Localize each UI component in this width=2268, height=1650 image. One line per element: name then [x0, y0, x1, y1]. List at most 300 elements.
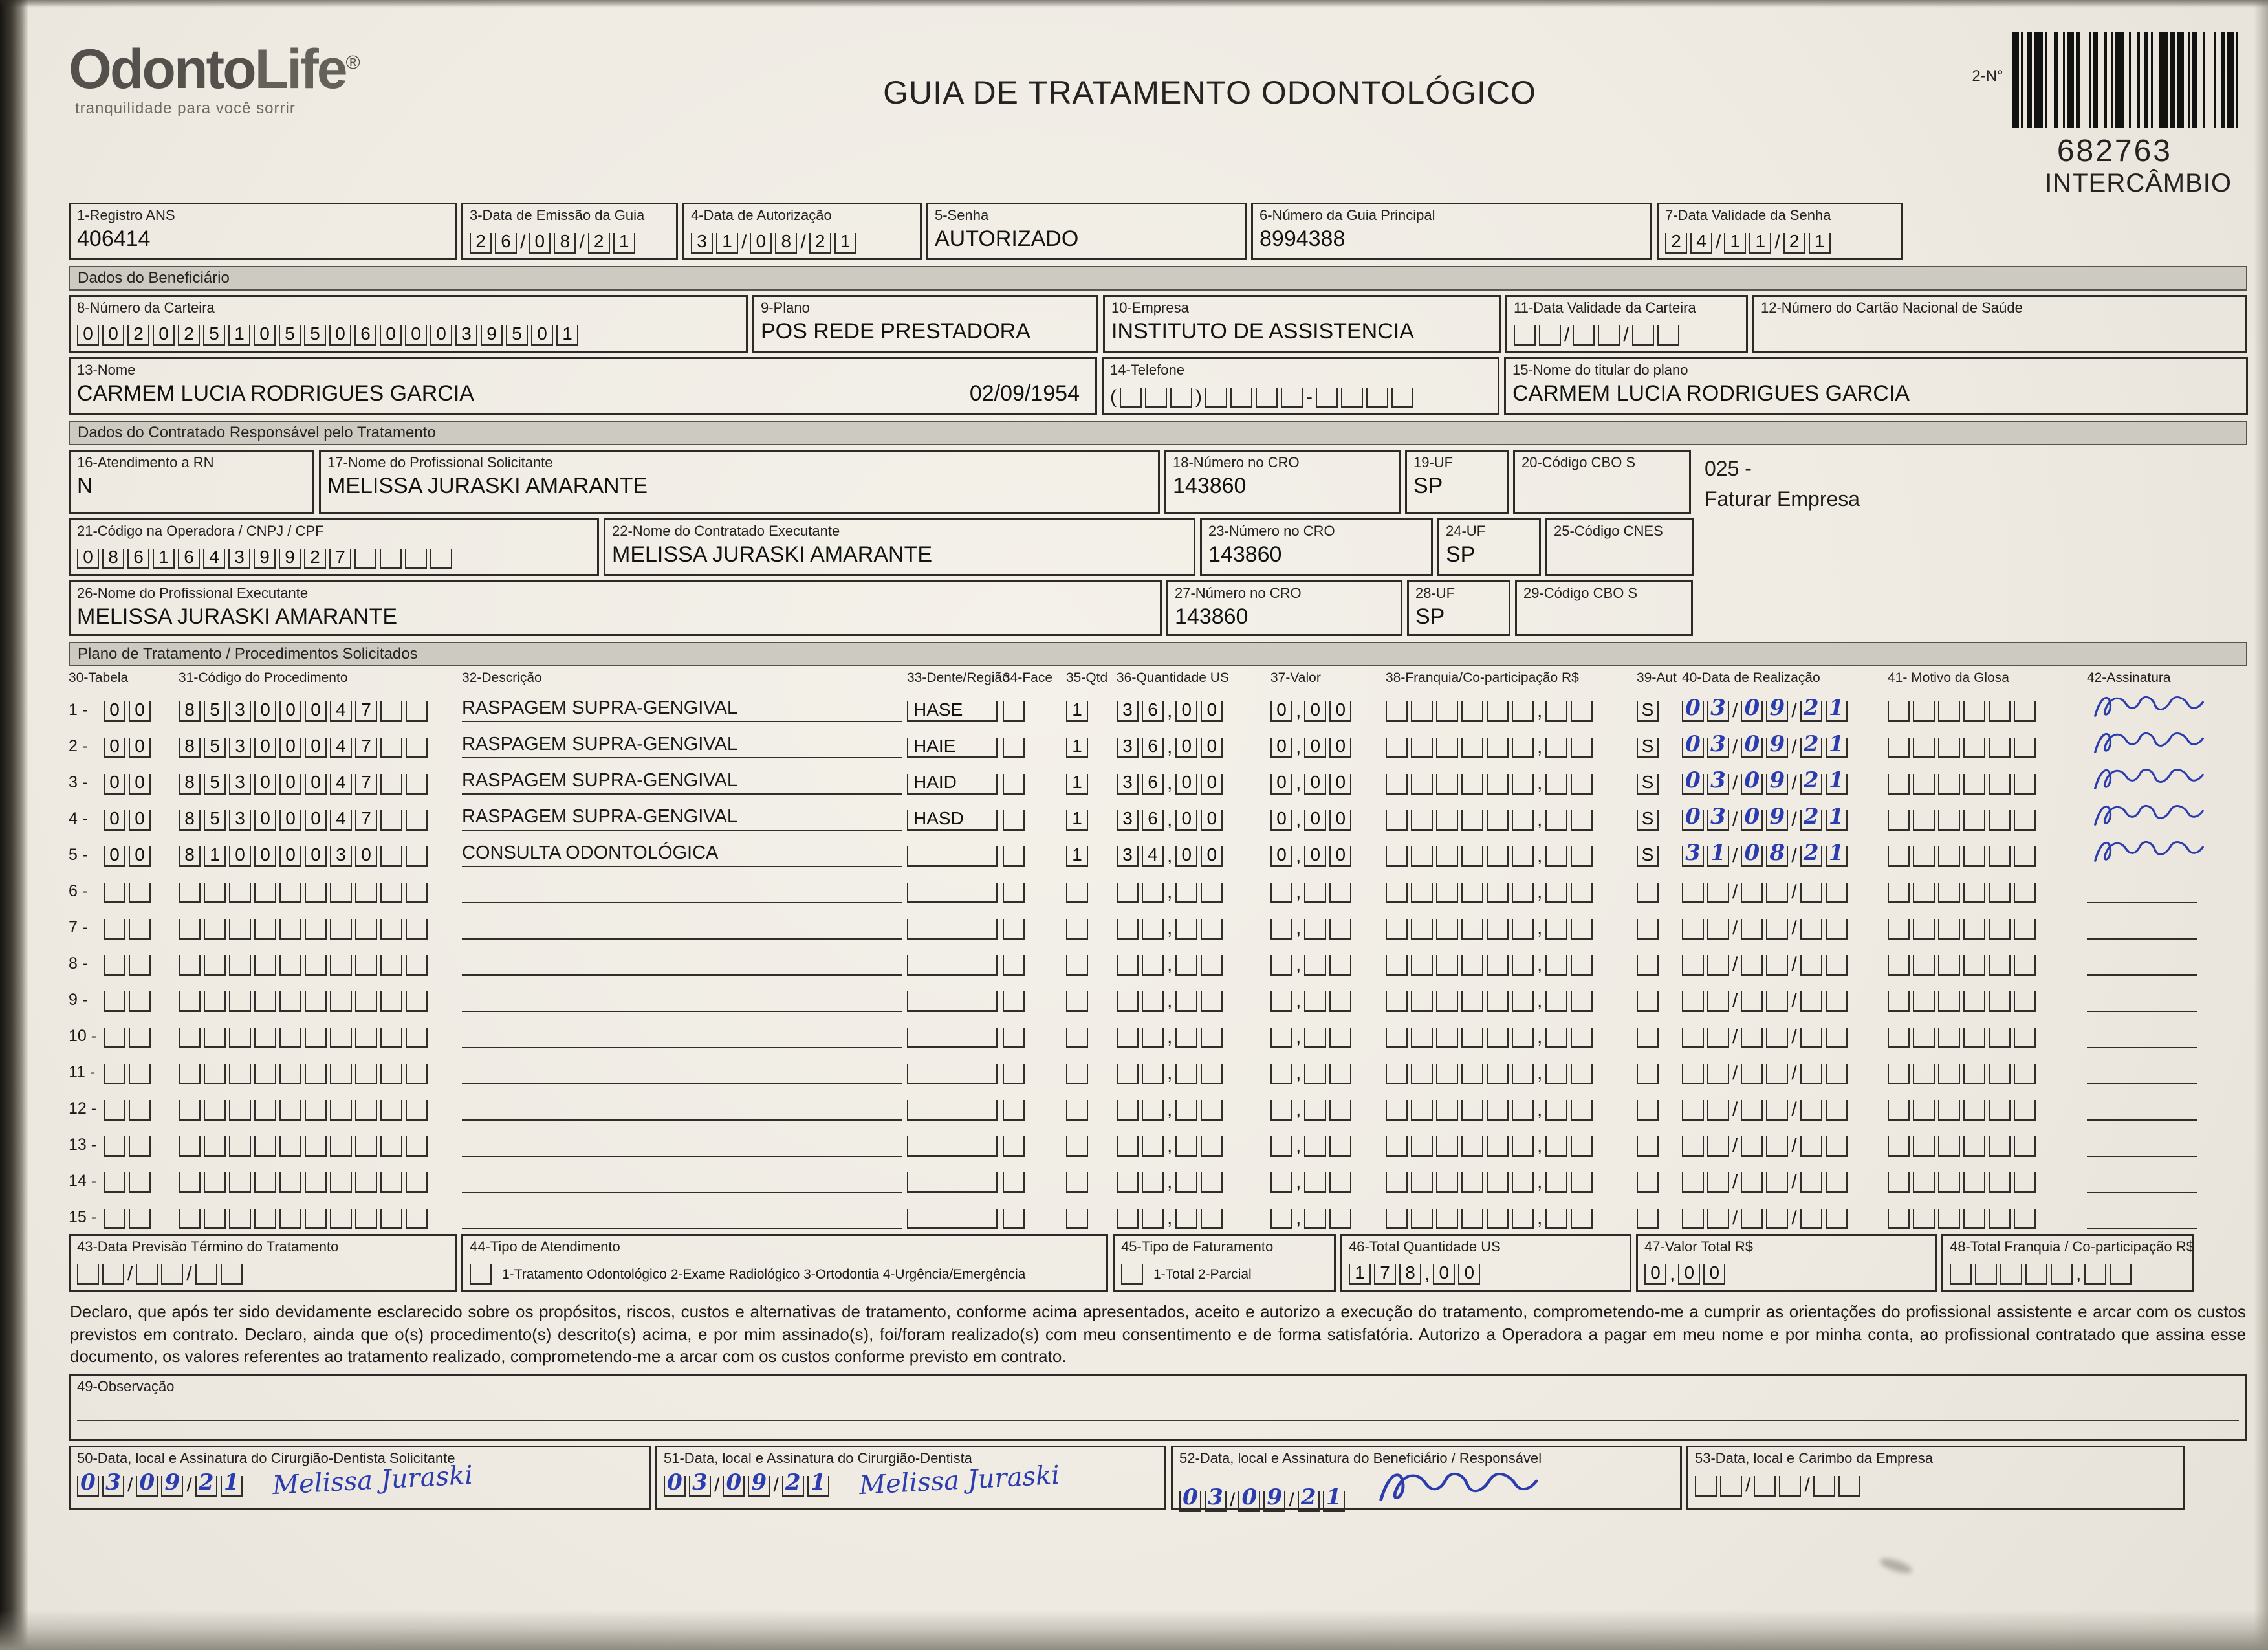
- comb-separator: ,: [1537, 1207, 1543, 1229]
- data-realizacao-comb: [1682, 914, 1848, 940]
- comb-cell: [1487, 1064, 1509, 1084]
- comb-cell: [305, 1209, 327, 1229]
- field-validade-carteira: [1505, 295, 1748, 353]
- field-label: 9-Plano: [761, 300, 810, 316]
- field-label: 23-Número no CRO: [1208, 523, 1335, 540]
- comb-cell: 4: [1690, 233, 1712, 254]
- face-cell: [1003, 1209, 1025, 1229]
- comb-cell: [254, 883, 276, 903]
- comb-cell: [355, 1209, 377, 1229]
- registered-mark: ®: [345, 52, 358, 74]
- field-guia-principal: [1251, 203, 1652, 260]
- row-number: 14 -: [69, 1172, 97, 1191]
- totals-row: [69, 1234, 2247, 1292]
- comb-cell: 3: [691, 233, 713, 254]
- qtd-comb: [1066, 950, 1088, 976]
- barcode-bar: [2080, 32, 2089, 128]
- scan-edge-bottom: [0, 1610, 2268, 1650]
- comb-cell: [279, 1100, 301, 1121]
- comb-cell: [129, 1064, 151, 1084]
- procedure-row-5: [69, 831, 2247, 867]
- comb-cell: [1682, 955, 1704, 976]
- comb-cell: [179, 1064, 201, 1084]
- valor-comb: [1270, 1204, 1351, 1229]
- comb-cell: [1411, 1064, 1433, 1084]
- field-label: 53-Data, local e Carimbo da Empresa: [1695, 1450, 1934, 1467]
- field-label: 43-Data Previsão Término do Tratamento: [77, 1238, 339, 1255]
- dente-regiao-cell: HASE: [907, 701, 998, 722]
- comb-cell: [1707, 1172, 1729, 1193]
- comb-separator: ,: [1167, 700, 1173, 722]
- valor-comb: [1270, 732, 1351, 758]
- comb-cell: [1436, 774, 1458, 795]
- field-tipo-atendimento: [461, 1234, 1108, 1292]
- comb-cell: [1304, 955, 1326, 976]
- comb-separator: /: [520, 232, 526, 254]
- comb-separator: ,: [1296, 1135, 1302, 1157]
- comb-cell: [1386, 1100, 1408, 1121]
- face-cell: [1003, 1028, 1025, 1048]
- comb-cell: [1707, 1209, 1729, 1229]
- comb-cell: [104, 1028, 125, 1048]
- comb-cell: 0: [1304, 774, 1326, 795]
- quantidade-us-comb: [1117, 1131, 1223, 1157]
- comb-cell: [380, 883, 402, 903]
- field-cbo-executante: [1515, 580, 1693, 636]
- comb-separator: /: [127, 1263, 133, 1285]
- comb-separator: ,: [1296, 990, 1302, 1012]
- codigo-operadora-comb: [77, 544, 591, 569]
- comb-cell: 7: [355, 774, 377, 795]
- comb-cell: [406, 991, 428, 1012]
- comb-cell: [1571, 1100, 1593, 1121]
- comb-separator: /: [1732, 881, 1738, 903]
- comb-cell: [1545, 955, 1567, 976]
- comb-cell: 1: [1349, 1264, 1371, 1285]
- comb-cell: [1411, 1028, 1433, 1048]
- comb-cell: 7: [355, 738, 377, 758]
- comb-cell: 0: [1201, 774, 1223, 795]
- comb-cell: 0: [1201, 738, 1223, 758]
- comb-cell: 0: [1304, 846, 1326, 867]
- quantidade-us-comb: [1117, 877, 1223, 903]
- field-value: 143860: [1208, 542, 1282, 567]
- comb-cell: [1066, 1209, 1088, 1229]
- field-label: 28-UF: [1415, 585, 1456, 602]
- comb-cell: [1329, 1172, 1351, 1193]
- comb-cell: [1545, 738, 1567, 758]
- quantidade-us-comb: [1117, 1022, 1223, 1048]
- comb-cell: [1539, 325, 1561, 346]
- comb-cell: [229, 1136, 251, 1157]
- comb-cell: 0: [1304, 810, 1326, 831]
- comb-cell: 8: [179, 701, 201, 722]
- comb-cell: [1766, 955, 1788, 976]
- barcode-bar: [2131, 32, 2137, 128]
- qtd-comb: [1066, 732, 1088, 758]
- comb-cell: [1707, 991, 1729, 1012]
- comb-separator: /: [1732, 700, 1738, 722]
- comb-cell: [1304, 1172, 1326, 1193]
- descricao-procedimento: RASPAGEM SUPRA-GENGIVAL: [462, 698, 902, 722]
- row-number: 2 -: [69, 737, 88, 756]
- procedure-row-13: [69, 1121, 2247, 1157]
- motivo-glosa-comb: [1888, 1167, 2036, 1193]
- field-contratado-executante: [604, 518, 1195, 576]
- comb-cell: [1512, 883, 1534, 903]
- comb-cell: [1657, 325, 1679, 346]
- comb-cell: 8: [179, 846, 201, 867]
- comb-cell: [406, 738, 428, 758]
- comb-cell: [1386, 846, 1408, 867]
- data-realizacao-comb: [1682, 986, 1848, 1012]
- comb-cell: [136, 1264, 158, 1285]
- scan-smudge: [1879, 1556, 1914, 1576]
- observacao-rule-line: [77, 1394, 2239, 1421]
- validade-senha-comb: [1665, 228, 1894, 254]
- comb-cell: [380, 549, 402, 569]
- field-label: 51-Data, local e Assinatura do Cirurgião-Dentista: [664, 1450, 972, 1467]
- comb-cell: [1142, 1028, 1164, 1048]
- comb-cell: [1545, 919, 1567, 940]
- procedure-row-4: [69, 795, 2247, 831]
- comb-cell: [1913, 955, 1935, 976]
- qtd-comb: [1066, 1095, 1088, 1121]
- comb-cell: [1512, 1172, 1534, 1193]
- field-telefone: [1102, 357, 1499, 415]
- validade-carteira-comb: [1514, 320, 1739, 346]
- descricao-procedimento: [462, 879, 902, 903]
- comb-cell: [104, 955, 125, 976]
- comb-cell: [355, 1172, 377, 1193]
- logo-part-odonto: Odonto: [69, 38, 255, 100]
- comb-cell: 0: [1703, 1264, 1725, 1285]
- comb-cell: [104, 1172, 125, 1193]
- comb-cell: [279, 1028, 301, 1048]
- comb-cell: [1329, 1028, 1351, 1048]
- comb-cell: [1938, 846, 1960, 867]
- comb-cell: 3: [102, 1476, 124, 1497]
- codigo-procedimento-comb: [179, 914, 428, 940]
- procedures-column-header: 41- Motivo da Glosa: [1888, 670, 2009, 686]
- comb-cell: [1766, 1209, 1788, 1229]
- data-realizacao-comb: [1682, 841, 1848, 867]
- comb-cell: [1571, 701, 1593, 722]
- comb-cell: [1682, 1136, 1704, 1157]
- note-code: 025 -: [1705, 457, 1752, 481]
- comb-cell: [1888, 955, 1910, 976]
- comb-cell: [204, 1209, 226, 1229]
- valor-comb: [1270, 1167, 1351, 1193]
- comb-cell: [380, 810, 402, 831]
- barcode-bar: [2216, 32, 2221, 128]
- data-beneficiario-comb: [1179, 1486, 1345, 1512]
- comb-cell: [279, 1172, 301, 1193]
- comb-cell: [406, 701, 428, 722]
- comb-cell: [1487, 1100, 1509, 1121]
- comb-cell: [470, 1264, 492, 1285]
- comb-cell: [1913, 1172, 1935, 1193]
- comb-cell: 1: [1066, 738, 1088, 758]
- comb-cell: [1512, 1209, 1534, 1229]
- comb-cell: [380, 1172, 402, 1193]
- comb-cell: [1436, 1172, 1458, 1193]
- beneficiario-data-nascimento: 02/09/1954: [969, 381, 1080, 406]
- procedures-column-header: 31-Código do Procedimento: [179, 670, 348, 686]
- comb-cell: [179, 1136, 201, 1157]
- comb-cell: [102, 1264, 124, 1285]
- comb-cell: [1989, 1064, 2011, 1084]
- comb-cell: [1117, 991, 1139, 1012]
- row-number: 13 -: [69, 1136, 97, 1154]
- comb-cell: [1571, 955, 1593, 976]
- comb-separator: /: [1732, 809, 1738, 831]
- comb-cell: [1201, 1064, 1223, 1084]
- comb-cell: [2014, 846, 2036, 867]
- aut-comb: [1637, 1022, 1659, 1048]
- comb-cell: [1707, 919, 1729, 940]
- comb-cell: 8: [554, 233, 576, 254]
- comb-cell: [1436, 1100, 1458, 1121]
- comb-cell: 2: [1800, 774, 1822, 795]
- franquia-comb: [1386, 950, 1593, 976]
- descricao-procedimento: [462, 1205, 902, 1229]
- comb-cell: [1741, 883, 1763, 903]
- row-number: 7 -: [69, 918, 88, 937]
- comb-cell: 2: [1800, 738, 1822, 758]
- comb-cell: [2014, 1100, 2036, 1121]
- comb-cell: [1963, 1100, 1985, 1121]
- comb-cell: 0: [279, 810, 301, 831]
- comb-cell: [1512, 1064, 1534, 1084]
- comb-cell: [204, 991, 226, 1012]
- field-value: POS REDE PRESTADORA: [761, 319, 1030, 344]
- comb-separator: /: [1791, 1207, 1797, 1229]
- qtd-comb: [1066, 696, 1088, 722]
- comb-cell: [1066, 1028, 1088, 1048]
- comb-cell: [1386, 919, 1408, 940]
- comb-cell: [1913, 701, 1935, 722]
- comb-cell: [1989, 774, 2011, 795]
- comb-cell: 1: [204, 846, 226, 867]
- comb-cell: [1913, 883, 1935, 903]
- field-uf-solicitante: [1405, 450, 1509, 514]
- comb-separator: /: [1732, 1171, 1738, 1193]
- comb-cell: [1411, 955, 1433, 976]
- comb-cell: [1461, 1172, 1483, 1193]
- comb-cell: [204, 1172, 226, 1193]
- comb-cell: [1682, 1064, 1704, 1084]
- comb-separator: ,: [1296, 1207, 1302, 1229]
- field-numero-carteira: [69, 295, 748, 353]
- comb-separator: /: [1732, 1135, 1738, 1157]
- comb-cell: [1386, 1028, 1408, 1048]
- dente-regiao-cell: HAIE: [907, 738, 998, 758]
- field-assinatura-dentista: [655, 1446, 1166, 1510]
- comb-cell: [1826, 1136, 1848, 1157]
- comb-cell: [1512, 846, 1534, 867]
- comb-cell: [1461, 738, 1483, 758]
- data-autorizacao-comb: [691, 228, 913, 254]
- comb-cell: [1766, 919, 1788, 940]
- comb-separator: /: [1564, 324, 1570, 346]
- comb-cell: 5: [204, 810, 226, 831]
- comb-cell: [1316, 388, 1338, 408]
- field-previsao-termino: [69, 1234, 457, 1292]
- dente-regiao-cell: [907, 1136, 998, 1157]
- comb-cell: [1117, 883, 1139, 903]
- comb-separator: /: [1623, 324, 1629, 346]
- comb-cell: [1329, 1209, 1351, 1229]
- face-cell: [1003, 846, 1025, 867]
- comb-cell: [1304, 1100, 1326, 1121]
- field-assinatura-beneficiario: [1171, 1446, 1682, 1510]
- comb-cell: [254, 991, 276, 1012]
- codigo-procedimento-comb: [179, 1204, 428, 1229]
- motivo-glosa-comb: [1888, 1022, 2036, 1048]
- comb-cell: 9: [1263, 1491, 1285, 1512]
- comb-separator: /: [1732, 845, 1738, 867]
- motivo-glosa-comb: [1888, 877, 2036, 903]
- field-label: 44-Tipo de Atendimento: [470, 1238, 620, 1255]
- comb-cell: 4: [203, 549, 225, 569]
- comb-cell: 2: [1800, 701, 1822, 722]
- comb-cell: [1682, 919, 1704, 940]
- comb-cell: [355, 1100, 377, 1121]
- comb-separator: ,: [1167, 736, 1173, 758]
- dental-treatment-form: [69, 23, 2247, 1510]
- comb-separator: ,: [1670, 1263, 1675, 1285]
- comb-cell: [2014, 883, 2036, 903]
- comb-cell: 0: [104, 810, 125, 831]
- comb-separator: ,: [1537, 881, 1543, 903]
- comb-cell: [1741, 1100, 1763, 1121]
- comb-cell: [1117, 955, 1139, 976]
- form-header: [69, 23, 2247, 198]
- comb-cell: 6: [1142, 738, 1164, 758]
- dente-regiao-cell: [907, 883, 998, 903]
- comb-cell: [1304, 1064, 1326, 1084]
- comb-cell: [380, 991, 402, 1012]
- comb-cell: [1487, 1172, 1509, 1193]
- numero-carteira-comb: [77, 320, 739, 346]
- comb-cell: [1826, 883, 1848, 903]
- comb-cell: [1963, 919, 1985, 940]
- comb-cell: [1145, 388, 1167, 408]
- field-validade-senha: [1657, 203, 1903, 260]
- comb-separator: /: [1791, 736, 1797, 758]
- comb-separator: /: [800, 232, 806, 254]
- comb-cell: 0: [305, 738, 327, 758]
- barcode-bar: [2093, 32, 2098, 128]
- codigo-procedimento-comb: [179, 950, 428, 976]
- comb-cell: 0: [305, 701, 327, 722]
- field-value: N: [77, 474, 93, 499]
- comb-cell: [405, 549, 427, 569]
- comb-separator: /: [1732, 1099, 1738, 1121]
- field-label: 26-Nome do Profissional Executante: [77, 585, 309, 602]
- comb-cell: 8: [775, 233, 797, 254]
- comb-cell: [1963, 955, 1985, 976]
- beneficiario-signature-scribble: [1375, 1466, 1543, 1512]
- comb-cell: 5: [304, 325, 326, 346]
- comb-separator: /: [1716, 232, 1721, 254]
- comb-cell: [1989, 1100, 2011, 1121]
- field-label: 49-Observação: [77, 1378, 175, 1395]
- comb-cell: [229, 1172, 251, 1193]
- comb-separator: /: [1791, 845, 1797, 867]
- field-total-franquia: [1941, 1234, 2194, 1292]
- comb-cell: [1938, 1064, 1960, 1084]
- comb-cell: [2051, 1264, 2073, 1285]
- comb-cell: [355, 1136, 377, 1157]
- comb-cell: [1707, 883, 1729, 903]
- comb-cell: 0: [355, 846, 377, 867]
- comb-cell: 0: [1458, 1264, 1480, 1285]
- comb-cell: 0: [1329, 810, 1351, 831]
- comb-cell: [204, 1100, 226, 1121]
- comb-cell: [1938, 1028, 1960, 1048]
- comb-separator: ,: [1167, 845, 1173, 867]
- comb-cell: [1826, 1100, 1848, 1121]
- comb-cell: [279, 919, 301, 940]
- comb-cell: [355, 1028, 377, 1048]
- top-fields-row: [69, 203, 2247, 260]
- assinatura-procedimento: [2087, 1096, 2197, 1121]
- comb-cell: [1938, 1100, 1960, 1121]
- comb-cell: [104, 991, 125, 1012]
- comb-cell: 2: [782, 1476, 804, 1497]
- tabela-comb: [104, 732, 151, 758]
- comb-cell: [1461, 1100, 1483, 1121]
- comb-cell: [1826, 1209, 1848, 1229]
- field-tipo-faturamento: [1113, 1234, 1336, 1292]
- comb-cell: [1329, 1136, 1351, 1157]
- comb-cell: 0: [1175, 701, 1197, 722]
- field-nome-beneficiario: [69, 357, 1097, 415]
- comb-cell: 5: [203, 325, 225, 346]
- franquia-comb: [1386, 986, 1593, 1012]
- comb-separator: /: [1791, 918, 1797, 940]
- comb-cell: [1270, 1100, 1292, 1121]
- comb-separator: /: [579, 232, 585, 254]
- comb-cell: [104, 919, 125, 940]
- comb-cell: 0: [1682, 774, 1704, 795]
- comb-cell: 3: [1682, 846, 1704, 867]
- quantidade-us-comb: [1117, 696, 1223, 722]
- comb-separator: ,: [1296, 700, 1302, 722]
- comb-cell: [1938, 810, 1960, 831]
- comb-cell: [1461, 1209, 1483, 1229]
- field-value: 406414: [77, 226, 151, 252]
- barcode-bar: [2047, 32, 2054, 128]
- comb-cell: [1989, 1028, 2011, 1048]
- comb-cell: [1989, 991, 2011, 1012]
- comb-cell: [1989, 1172, 2011, 1193]
- comb-cell: [1411, 1172, 1433, 1193]
- comb-cell: 0: [1329, 738, 1351, 758]
- comb-separator: ,: [2076, 1263, 2082, 1285]
- valor-comb: [1270, 950, 1351, 976]
- tabela-comb: [104, 696, 151, 722]
- comb-cell: [1329, 883, 1351, 903]
- field-label: 47-Valor Total R$: [1644, 1238, 1753, 1255]
- comb-cell: [406, 1209, 428, 1229]
- descricao-procedimento: [462, 1169, 902, 1193]
- comb-cell: [1411, 991, 1433, 1012]
- tabela-comb: [104, 1204, 151, 1229]
- comb-cell: [1487, 955, 1509, 976]
